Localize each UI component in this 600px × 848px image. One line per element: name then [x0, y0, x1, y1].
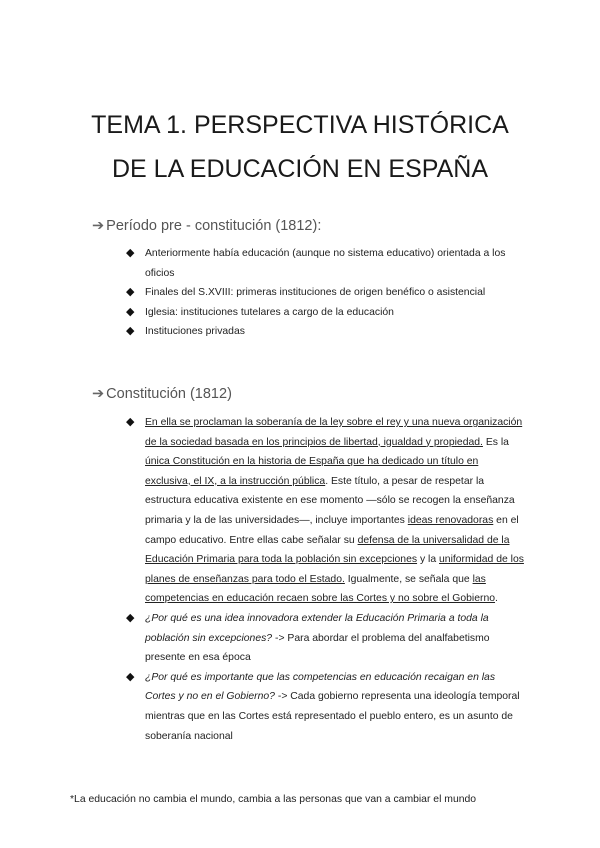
list-item	[126, 609, 526, 668]
section-heading-pre-constitution	[92, 218, 321, 234]
underlined-text: uniformidad de los planes de enseñanzas para todo el Estado.	[145, 554, 524, 585]
page-title	[0, 103, 600, 191]
answer-text: -> Para abordar el problema del analfabetismo presente en esa época	[145, 632, 490, 664]
section-heading-constitution	[92, 386, 232, 402]
underlined-text: En ella se proclaman la soberanía de la ley sobre el rey y una nueva organización de la sociedad basada en los principios de libertad, igualdad y propiedad.	[145, 417, 523, 448]
constitution-list	[126, 413, 526, 746]
diamond-bullet-icon: ◆	[126, 670, 135, 683]
list-item-text: Instituciones privadas	[145, 326, 245, 337]
underlined-text: única Constitución en la historia de España que ha dedicado un título en exclusiva, el IX, a la instrucción pública	[145, 456, 479, 487]
list-item	[126, 322, 526, 342]
plain-text: . Este título, a pesar de respetar la estructura educativa existente en ese momento —sólo se recogen la enseñanza primaria y la de las universidades—, incluye importantes	[145, 475, 515, 526]
plain-text: en el campo educativo. Entre ellas cabe señalar su	[145, 514, 519, 546]
section-heading-text: Constitución (1812)	[106, 386, 232, 402]
footer-quote: *La educación no cambia el mundo, cambia a las personas que van a cambiar el mundo	[70, 794, 477, 805]
pre-constitution-list	[126, 244, 526, 342]
underlined-text: defensa de la universalidad de la Educación Primaria para toda la población sin excepciones	[145, 534, 510, 566]
diamond-bullet-icon: ◆	[126, 325, 135, 337]
list-item	[126, 303, 526, 323]
plain-text: Igualmente, se señala que	[344, 573, 473, 585]
plain-text: .	[495, 593, 498, 605]
arrow-right-icon: ➔	[92, 218, 105, 234]
underlined-text: las competencias en educación recaen sobre las Cortes y no sobre el Gobierno	[145, 573, 496, 605]
plain-text: Es la	[482, 436, 509, 448]
list-item	[126, 244, 526, 283]
diamond-bullet-icon: ◆	[126, 611, 135, 624]
title-line-1: TEMA 1. PERSPECTIVA HISTÓRICA	[91, 111, 509, 139]
list-item-text	[145, 613, 490, 663]
diamond-bullet-icon: ◆	[126, 416, 135, 428]
diamond-bullet-icon: ◆	[126, 286, 135, 298]
question-text: ¿Por qué es importante que las competencias en educación recaigan en las Cortes y no en el Gobierno?	[145, 671, 496, 703]
list-item-text: Anteriormente había educación (aunque no sistema educativo) orientada a los oficios	[145, 248, 506, 279]
section-heading-text: Período pre - constitución (1812):	[106, 218, 322, 234]
list-item	[126, 668, 526, 746]
title-line-2: DE LA EDUCACIÓN EN ESPAÑA	[111, 155, 489, 183]
list-item-text: Iglesia: instituciones tutelares a cargo de la educación	[145, 306, 394, 318]
list-item-text	[145, 417, 524, 604]
diamond-bullet-icon: ◆	[126, 305, 135, 318]
list-item	[126, 283, 526, 303]
plain-text: y la	[417, 554, 440, 566]
answer-text: -> Cada gobierno representa una ideología temporal mientras que en las Cortes está representado el pueblo entero, es un asunto de soberanía nacional	[145, 691, 520, 742]
arrow-right-icon: ➔	[92, 386, 105, 402]
list-item-text: Finales del S.XVIII: primeras instituciones de origen benéfico o asistencial	[145, 287, 486, 298]
list-item-text	[145, 672, 520, 742]
diamond-bullet-icon: ◆	[126, 247, 135, 259]
underlined-text: ideas renovadoras	[407, 514, 494, 526]
list-item	[126, 413, 526, 609]
question-text: ¿Por qué es una idea innovadora extender la Educación Primaria a toda la población sin excepciones?	[145, 612, 489, 644]
